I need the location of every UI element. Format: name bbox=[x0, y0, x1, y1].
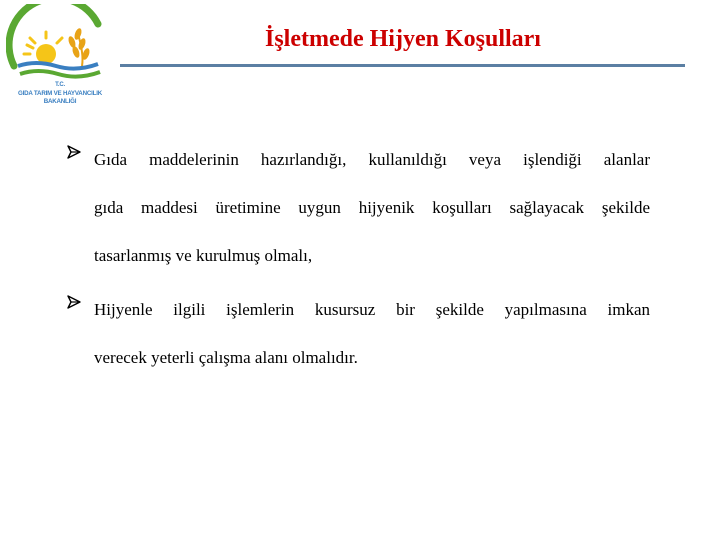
logo-ministry-line1: GIDA TARIM VE HAYVANCILIK bbox=[17, 90, 103, 97]
slide-title: İşletmede Hijyen Koşulları bbox=[265, 26, 541, 52]
logo-ministry-line2: BAKANLIĞI bbox=[43, 98, 77, 105]
bullet-list bbox=[66, 136, 650, 388]
bullet-line: gıda maddesi üretimine uygun hijyenik koşulları sağlayacak şekilde bbox=[94, 198, 650, 217]
bullet-line: tasarlanmış ve kurulmuş olmalı, bbox=[94, 246, 313, 265]
bullet-line: Gıda maddelerinin hazırlandığı, kullanıldığı veya işlendiği alanlar bbox=[94, 150, 650, 169]
ministry-logo bbox=[6, 4, 114, 116]
bullet-item-2 bbox=[66, 286, 650, 382]
logo-tc-text: T.C. bbox=[55, 82, 65, 88]
ministry-emblem-icon bbox=[6, 4, 114, 84]
bullet-line: verecek yeterli çalışma alanı olmalıdır. bbox=[94, 348, 358, 367]
bullet-line: Hijyenle ilgili işlemlerin kusursuz bir şekilde yapılmasına imkan bbox=[94, 300, 650, 319]
title-divider bbox=[120, 64, 685, 67]
bullet-item-1 bbox=[66, 136, 650, 280]
arrow-bullet-icon bbox=[66, 294, 82, 310]
arrow-bullet-icon bbox=[66, 144, 82, 160]
